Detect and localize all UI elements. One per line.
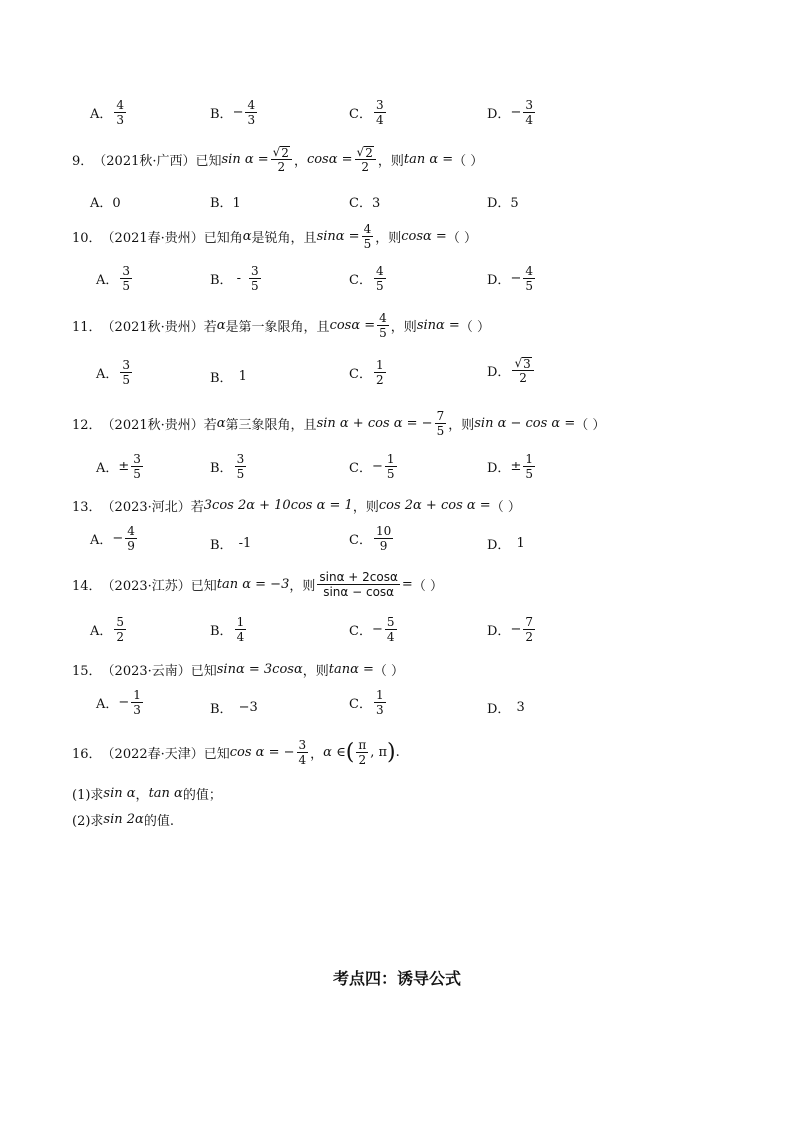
math-expr: tan α = xyxy=(403,152,454,167)
question-stem: （2021秋·贵州）若 xyxy=(101,418,217,433)
option-letter: D． xyxy=(487,538,511,553)
option-sign: − xyxy=(510,622,522,637)
option-sign: − xyxy=(118,695,130,710)
math-fraction xyxy=(271,145,292,174)
option-fraction xyxy=(374,358,386,387)
option-text: A．0 xyxy=(90,196,121,211)
question-text: ，则 xyxy=(375,231,402,246)
math-fraction xyxy=(355,145,376,174)
option-letter: C． xyxy=(349,533,372,548)
math-expr: cosα = xyxy=(329,318,376,333)
denominator: 5 xyxy=(386,467,395,481)
question-number: 14． xyxy=(72,579,102,594)
numerator: 4 xyxy=(116,98,125,112)
answer-blank[interactable]: （ ） xyxy=(373,664,405,679)
q9-option-a[interactable] xyxy=(90,192,121,211)
numerator: 7 xyxy=(436,409,445,423)
math-fraction xyxy=(317,570,400,599)
option-text: -1 xyxy=(238,536,252,551)
option-fraction xyxy=(385,615,397,644)
q13-option-a[interactable] xyxy=(90,524,139,553)
numerator: π xyxy=(358,738,367,752)
math-expr: sinα = xyxy=(316,229,360,244)
question-text: 的值. xyxy=(143,814,174,829)
option-letter: B． xyxy=(210,107,233,122)
denominator: 5 xyxy=(250,279,259,293)
q9-option-d[interactable] xyxy=(487,192,519,211)
question-14 xyxy=(72,570,443,599)
q11-option-c[interactable] xyxy=(349,358,388,387)
numerator: 4 xyxy=(363,222,372,236)
question-stem: （2023·河北）若 xyxy=(101,500,204,515)
option-fraction xyxy=(131,452,143,481)
option-letter: A． xyxy=(96,273,119,288)
numerator: 5 xyxy=(386,615,395,629)
numerator: 5 xyxy=(116,615,125,629)
option-sign: − xyxy=(112,531,124,546)
question-stem: （2022春·天津）已知 xyxy=(101,747,230,762)
denominator: 4 xyxy=(298,753,307,767)
math-fraction xyxy=(356,738,368,767)
option-fraction xyxy=(131,688,143,717)
question-number: 9． xyxy=(72,154,94,169)
question-stem: （2021春·贵州）已知角 xyxy=(101,231,243,246)
answer-blank[interactable]: （ ） xyxy=(490,500,521,515)
numerator: 1 xyxy=(525,452,533,466)
question-number: 16． xyxy=(72,747,102,762)
punctuation: . xyxy=(395,745,400,760)
question-text: ，则 xyxy=(377,154,404,169)
numerator: 3 xyxy=(375,98,384,112)
question-number: 11． xyxy=(72,320,102,335)
q12-option-d[interactable] xyxy=(487,452,537,481)
q14-option-d[interactable] xyxy=(487,615,537,644)
option-fraction xyxy=(245,98,257,127)
option-sign: − xyxy=(371,459,383,474)
math-expr: 3cos 2α + 10cos α = 1 xyxy=(203,498,353,513)
option-text: 1 xyxy=(238,369,247,384)
math-expr: sin α + cos α = − xyxy=(316,416,433,431)
numerator xyxy=(512,356,533,371)
math-expr: sinα = xyxy=(416,318,460,333)
denominator: 4 xyxy=(236,630,245,644)
option-letter: A． xyxy=(96,461,119,476)
numerator: 4 xyxy=(375,264,384,278)
q15-option-c[interactable] xyxy=(349,688,388,717)
denominator: 3 xyxy=(133,703,141,717)
option-letter: C． xyxy=(349,367,372,382)
denominator: 3 xyxy=(116,113,125,127)
q12-option-b[interactable] xyxy=(210,452,248,481)
math-expr: sin 2α xyxy=(103,812,144,827)
answer-blank[interactable]: （ ） xyxy=(446,231,477,246)
q10-option-b[interactable] xyxy=(210,264,263,293)
option-text: B．1 xyxy=(210,196,241,211)
answer-blank[interactable]: （ ） xyxy=(412,579,443,594)
q12-option-c[interactable] xyxy=(349,452,399,481)
numerator: 4 xyxy=(127,524,135,538)
numerator: 4 xyxy=(379,311,387,325)
question-15 xyxy=(72,660,404,679)
option-fraction xyxy=(374,264,386,293)
option-sign: - xyxy=(236,271,241,286)
question-text: ，则 xyxy=(302,664,329,679)
option-fraction xyxy=(374,688,386,717)
numerator: 1 xyxy=(236,615,245,629)
numerator: 1 xyxy=(375,688,384,702)
math-fraction xyxy=(435,409,447,438)
option-text: 1 xyxy=(516,536,525,551)
q8-option-c[interactable] xyxy=(349,98,388,127)
right-paren: ) xyxy=(387,739,396,765)
q14-option-b[interactable] xyxy=(210,615,248,644)
question-16 xyxy=(72,738,400,767)
math-expr: cos α = − xyxy=(229,745,295,760)
option-letter: D． xyxy=(487,461,511,476)
denominator: 9 xyxy=(127,539,135,553)
math-expr: tan α xyxy=(148,786,183,801)
numerator: 4 xyxy=(247,98,256,112)
option-letter: C． xyxy=(349,273,372,288)
q9-option-b[interactable] xyxy=(210,192,241,211)
numerator xyxy=(271,145,292,160)
math-expr: sin α xyxy=(103,786,136,801)
option-letter: B． xyxy=(210,702,233,717)
punctuation: ， xyxy=(310,747,324,762)
option-letter: A． xyxy=(90,533,113,548)
denominator: sinα − cosα xyxy=(323,585,395,599)
denominator: 5 xyxy=(133,467,141,481)
option-letter: A． xyxy=(90,107,113,122)
q10-option-c[interactable] xyxy=(349,264,388,293)
option-fraction xyxy=(523,264,535,293)
q11-option-d[interactable] xyxy=(487,356,536,385)
option-letter: D． xyxy=(487,273,511,288)
math-expr: = xyxy=(401,577,413,592)
question-12 xyxy=(72,409,605,438)
option-letter: B． xyxy=(210,273,233,288)
numerator: 1 xyxy=(386,452,395,466)
math-fraction xyxy=(297,738,309,767)
denominator: 5 xyxy=(379,326,387,340)
math-expr: α xyxy=(242,229,252,244)
q10-option-d[interactable] xyxy=(487,264,537,293)
denominator: 5 xyxy=(122,373,131,387)
option-letter: B． xyxy=(210,461,233,476)
option-fraction xyxy=(385,452,397,481)
denominator: 2 xyxy=(277,160,286,174)
option-fraction xyxy=(114,98,126,127)
q8-option-a[interactable] xyxy=(90,98,128,127)
math-expr: α xyxy=(216,416,226,431)
option-fraction xyxy=(114,615,126,644)
denominator: 5 xyxy=(122,279,131,293)
option-fraction xyxy=(120,358,132,387)
option-fraction xyxy=(374,98,386,127)
question-text: 是锐角，且 xyxy=(251,231,317,246)
q15-option-b[interactable] xyxy=(210,698,258,717)
question-text: ，则 xyxy=(352,500,379,515)
option-letter: D． xyxy=(487,365,511,380)
option-letter: D． xyxy=(487,702,511,717)
denominator: 2 xyxy=(525,630,533,644)
math-expr: cosα = xyxy=(306,152,353,167)
denominator: 5 xyxy=(525,279,533,293)
q8-option-b[interactable] xyxy=(210,98,259,127)
numerator: 4 xyxy=(525,264,533,278)
numerator: 10 xyxy=(375,524,392,538)
punctuation: ， xyxy=(293,154,307,169)
denominator: 2 xyxy=(375,373,384,387)
option-text: 3 xyxy=(516,700,525,715)
question-stem: （2021秋·贵州）若 xyxy=(101,320,217,335)
option-fraction xyxy=(235,452,247,481)
option-letter: C． xyxy=(349,461,372,476)
question-text: 是第一象限角，且 xyxy=(225,320,330,335)
sqrt: √ 2 xyxy=(272,145,289,160)
option-fraction xyxy=(125,524,137,553)
option-text: D．5 xyxy=(487,196,519,211)
option-letter: A． xyxy=(96,697,119,712)
q9-option-c[interactable] xyxy=(349,192,380,211)
numerator: 1 xyxy=(133,688,141,702)
math-expr: tanα = xyxy=(328,662,374,677)
left-paren: ( xyxy=(345,739,355,765)
answer-blank[interactable]: （ ） xyxy=(453,154,484,169)
math-expr: α xyxy=(216,318,226,333)
option-text: C．3 xyxy=(349,196,381,211)
question-stem: （2023·江苏）已知 xyxy=(101,579,217,594)
q13-option-d[interactable] xyxy=(487,534,525,553)
question-text: ，则 xyxy=(289,579,316,594)
q15-option-d[interactable] xyxy=(487,698,525,717)
option-letter: C． xyxy=(349,697,372,712)
radicand: 3 xyxy=(523,356,531,371)
option-fraction xyxy=(523,452,535,481)
answer-blank[interactable]: （ ） xyxy=(575,418,606,433)
radicand: 2 xyxy=(365,145,373,160)
option-fraction xyxy=(523,615,535,644)
option-letter: B． xyxy=(210,538,233,553)
denominator: 3 xyxy=(247,113,256,127)
question-text: ，则 xyxy=(448,418,475,433)
question-10 xyxy=(72,222,477,251)
option-letter: C． xyxy=(349,624,372,639)
denominator: 2 xyxy=(361,160,370,174)
option-sign: ± xyxy=(118,459,130,474)
q15-option-a[interactable] xyxy=(96,688,145,717)
question-16-part-1 xyxy=(72,784,222,803)
sqrt: √ 2 xyxy=(356,145,373,160)
option-fraction xyxy=(120,264,132,293)
option-letter: C． xyxy=(349,107,372,122)
denominator: 4 xyxy=(386,630,395,644)
denominator: 5 xyxy=(525,467,533,481)
option-sign: ± xyxy=(510,459,522,474)
denominator: 3 xyxy=(375,703,384,717)
q14-option-a[interactable] xyxy=(90,615,128,644)
math-expr: , π xyxy=(370,745,388,760)
option-letter: B． xyxy=(210,624,233,639)
numerator: 7 xyxy=(525,615,533,629)
denominator: 9 xyxy=(379,539,388,553)
math-fraction xyxy=(377,311,389,340)
question-text: 的值； xyxy=(182,788,222,803)
radicand: 2 xyxy=(281,145,289,160)
option-letter: D． xyxy=(487,624,511,639)
math-expr: sinα = 3cosα xyxy=(216,662,303,677)
option-letter: A． xyxy=(96,367,119,382)
q8-option-d[interactable] xyxy=(487,98,537,127)
denominator: 5 xyxy=(436,424,445,438)
section-heading: 考点四：诱导公式 xyxy=(332,969,461,988)
option-sign: − xyxy=(510,271,522,286)
denominator: 5 xyxy=(363,237,372,251)
option-sign: − xyxy=(371,622,383,637)
option-letter: D． xyxy=(487,107,511,122)
option-text: −3 xyxy=(238,700,258,715)
q11-option-b[interactable] xyxy=(210,367,247,386)
question-stem: （2023·云南）已知 xyxy=(101,664,217,679)
question-text: 第三象限角，且 xyxy=(225,418,317,433)
question-text: (2)求 xyxy=(72,814,104,829)
option-sign: − xyxy=(510,105,522,120)
question-number: 12． xyxy=(72,418,102,433)
math-expr: sin α − cos α = xyxy=(474,416,576,431)
question-stem: （2021秋·广西）已知 xyxy=(93,154,222,169)
sqrt: √ 3 xyxy=(514,356,531,371)
numerator: 3 xyxy=(122,264,131,278)
q14-option-c[interactable] xyxy=(349,615,399,644)
numerator xyxy=(355,145,376,160)
numerator: 3 xyxy=(236,452,245,466)
math-expr: sin α = xyxy=(221,152,269,167)
math-expr: α ∈ xyxy=(323,745,346,760)
option-fraction xyxy=(512,356,533,385)
numerator: 3 xyxy=(525,98,533,112)
numerator: 3 xyxy=(133,452,141,466)
math-fraction xyxy=(362,222,374,251)
option-letter: B． xyxy=(210,371,233,386)
denominator: 2 xyxy=(358,753,367,767)
question-number: 15． xyxy=(72,664,102,679)
punctuation: ， xyxy=(135,788,149,803)
numerator: 3 xyxy=(250,264,259,278)
denominator: 2 xyxy=(519,371,527,385)
option-fraction xyxy=(523,98,535,127)
numerator: 3 xyxy=(298,738,307,752)
question-text: (1)求 xyxy=(72,788,104,803)
denominator: 2 xyxy=(116,630,125,644)
answer-blank[interactable]: （ ） xyxy=(459,320,490,335)
question-number: 13． xyxy=(72,500,102,515)
denominator: 4 xyxy=(375,113,384,127)
q13-option-c[interactable] xyxy=(349,524,395,553)
numerator: sinα + 2cosα xyxy=(319,570,398,584)
question-number: 10． xyxy=(72,231,102,246)
denominator: 5 xyxy=(236,467,245,481)
question-16-part-2 xyxy=(72,810,174,829)
math-expr: tan α = −3 xyxy=(216,577,290,592)
option-sign: − xyxy=(232,105,244,120)
option-fraction xyxy=(249,264,261,293)
numerator: 1 xyxy=(375,358,384,372)
math-expr: cos 2α + cos α = xyxy=(378,498,491,513)
question-text: ，则 xyxy=(390,320,417,335)
question-9 xyxy=(72,145,483,174)
q12-option-a[interactable] xyxy=(96,452,145,481)
q13-option-b[interactable] xyxy=(210,534,251,553)
question-13 xyxy=(72,496,521,515)
option-fraction xyxy=(374,524,393,553)
q10-option-a[interactable] xyxy=(96,264,134,293)
math-expr: cosα = xyxy=(401,229,447,244)
denominator: 5 xyxy=(375,279,384,293)
option-fraction xyxy=(235,615,247,644)
option-letter: A． xyxy=(90,624,113,639)
denominator: 4 xyxy=(525,113,533,127)
question-11 xyxy=(72,311,490,340)
q11-option-a[interactable] xyxy=(96,358,134,387)
numerator: 3 xyxy=(122,358,131,372)
